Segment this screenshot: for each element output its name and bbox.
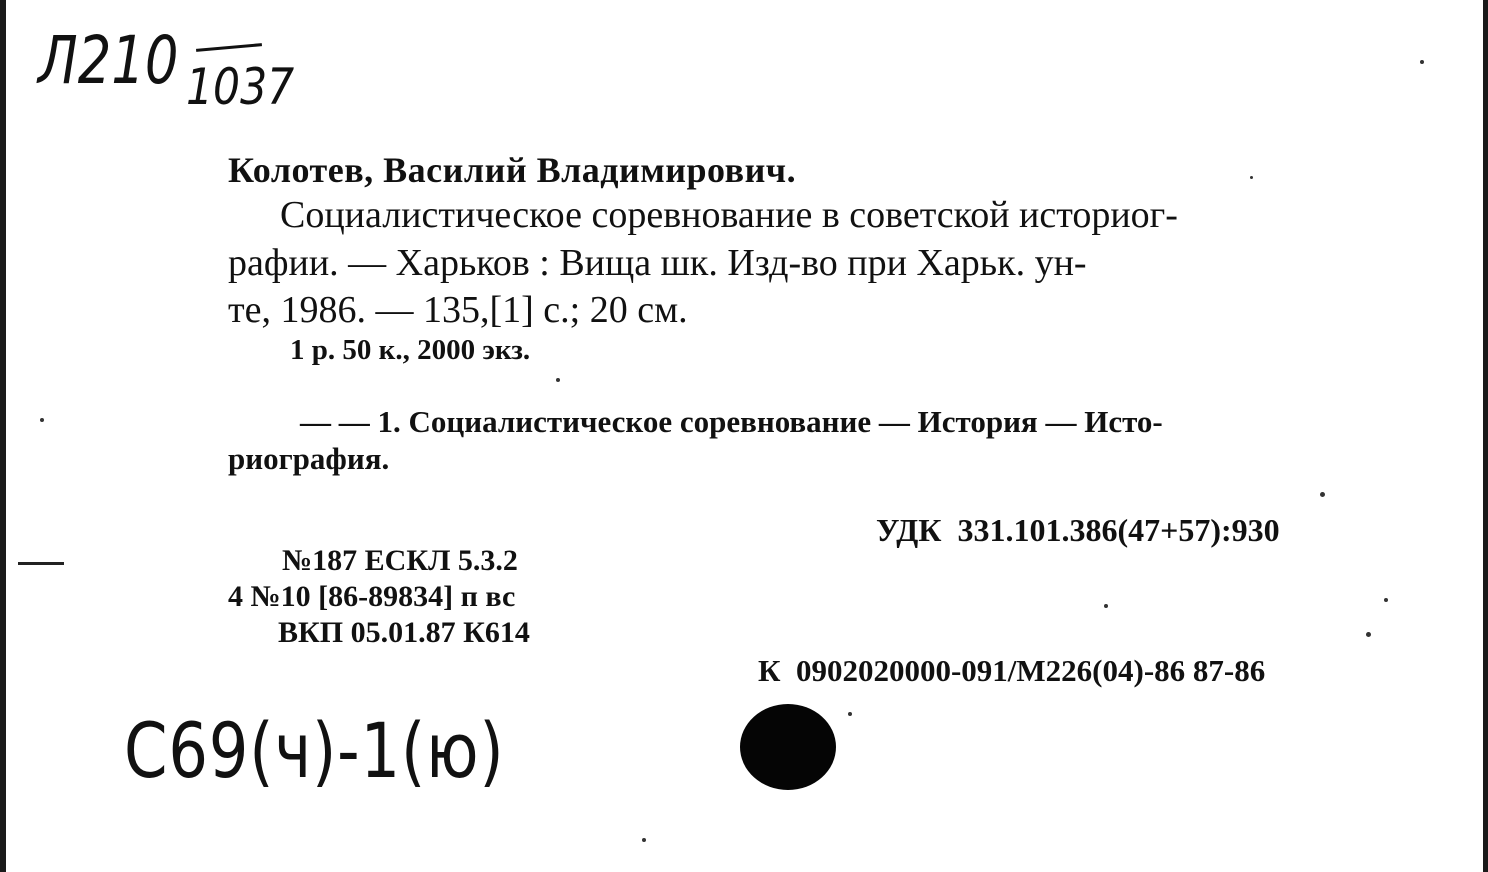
speck <box>556 378 560 382</box>
author-heading: Колотев, Василий Владимирович. <box>228 150 797 190</box>
handwritten-shelfmark: Л210 <box>38 22 179 99</box>
handwritten-classification: С69(ч)-1(ю) <box>124 706 505 795</box>
registry-code-3: ВКП 05.01.87 К614 <box>278 616 530 649</box>
title-line-3: те, 1986. — 135,[1] с.; 20 см. <box>228 289 688 331</box>
speck <box>848 712 852 716</box>
handwritten-shelfmark-number: 1037 <box>186 58 295 116</box>
udk-code: УДК 331.101.386(47+57):930 <box>876 512 1280 548</box>
card-left-edge <box>0 0 6 872</box>
title-line-1: Социалистическое соревнование в советской историог- <box>280 194 1178 236</box>
speck <box>40 418 44 422</box>
k-index-code: К 0902020000-091/М226(04)-86 87-86 <box>758 653 1266 688</box>
speck <box>1320 492 1325 497</box>
title-line-2: рафии. — Харьков : Вища шк. Изд-во при Харьк. ун- <box>228 242 1087 284</box>
registry-code-2: 4 №10 [86-89834] п вс <box>228 580 516 613</box>
speck <box>1384 598 1388 602</box>
card-punch-hole <box>740 704 836 790</box>
margin-dash-mark <box>18 562 64 565</box>
price-and-print-run: 1 р. 50 к., 2000 экз. <box>290 334 531 366</box>
speck <box>1366 632 1371 637</box>
handwritten-overline <box>196 43 262 52</box>
speck <box>1420 60 1424 64</box>
speck <box>642 838 646 842</box>
speck <box>1104 604 1108 608</box>
subject-headings-line-2: риография. <box>228 441 390 476</box>
card-right-edge <box>1483 0 1488 872</box>
subject-headings-line-1: — — 1. Социалистическое соревнование — История — Исто- <box>300 404 1163 439</box>
speck <box>1250 176 1253 179</box>
registry-code-1: №187 ЕСКЛ 5.3.2 <box>282 544 518 577</box>
